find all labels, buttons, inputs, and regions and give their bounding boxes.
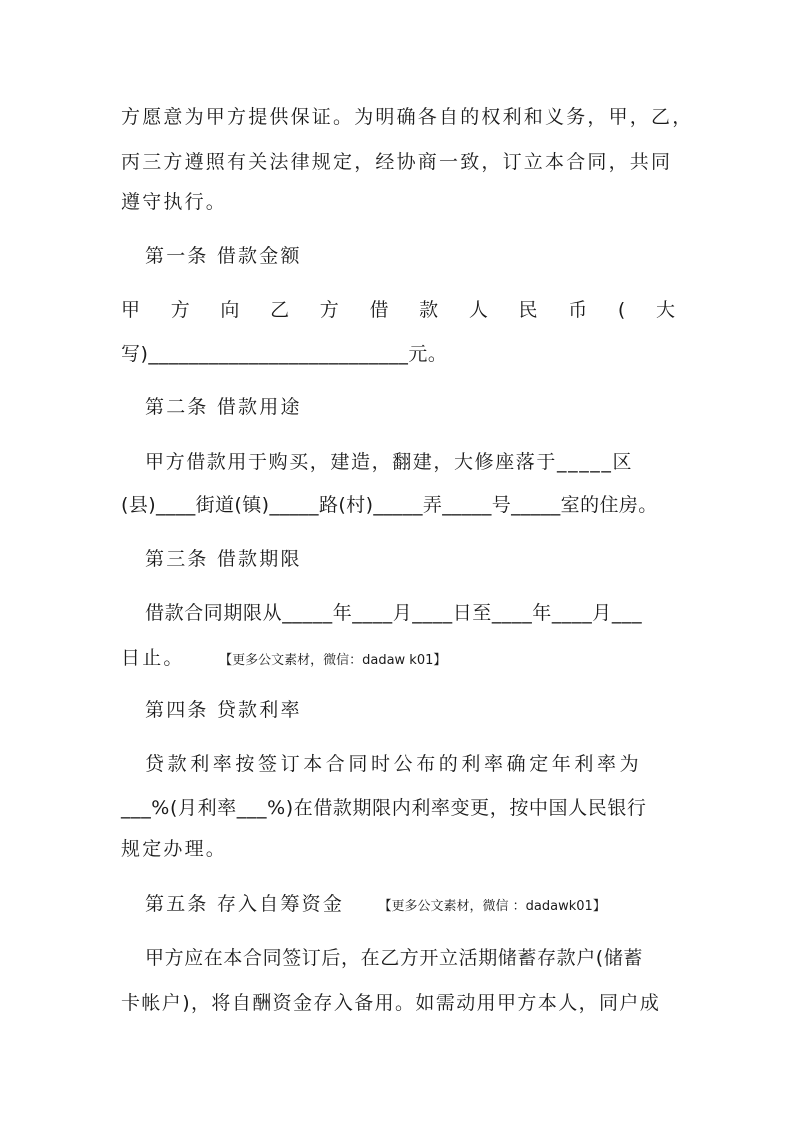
article-3-line-2-text: 日止。 — [121, 647, 185, 669]
article-2-heading: 第二条 借款用途 — [145, 396, 302, 418]
article-4-line-3: 规定办理。 — [121, 838, 228, 860]
article-1-char: 款 — [419, 299, 439, 321]
intro-line-1: 方愿意为甲方提供保证。为明确各自的权利和义务，甲，乙， — [121, 106, 694, 128]
article-3-line-2 — [121, 645, 675, 674]
intro-line-3: 遵守执行。 — [121, 191, 228, 213]
article-1-char: 币 — [568, 299, 588, 321]
article-2-line-1: 甲方借款用于购买，建造，翻建，大修座落于_____区 — [145, 451, 634, 473]
article-1-char: 甲 — [121, 299, 141, 321]
article-1-char: 人 — [468, 299, 488, 321]
article-1-char: 乙 — [270, 299, 290, 321]
article-1-char: 向 — [220, 299, 240, 321]
article-4-heading: 第四条 贷款利率 — [145, 699, 302, 721]
article-5-line-2: 卡帐户)，将自酬资金存入备用。如需动用甲方本人，同户成 — [121, 992, 661, 1014]
article-3-line-1: 借款合同期限从_____年____月____日至____年____月___ — [145, 602, 643, 624]
article-1-char: 方 — [319, 299, 339, 321]
article-4-line-1: 贷款利率按签订本合同时公布的利率确定年利率为 — [145, 753, 643, 775]
promo-note-1: 【更多公文素材，微信：dadaw k01】 — [219, 653, 447, 668]
article-1-line-1 — [121, 297, 675, 323]
article-3-heading: 第三条 借款期限 — [145, 548, 302, 570]
article-1-char: 借 — [369, 299, 389, 321]
article-5-heading-row — [145, 891, 675, 920]
article-1-line-2: 写)__________________________元。 — [121, 343, 448, 365]
article-1-char: 大 — [655, 299, 675, 321]
promo-note-2: 【更多公文素材，微信 ：dadawk01】 — [378, 899, 606, 914]
article-4-line-2: ___%(月利率___%)在借款期限内利率变更，按中国人民银行 — [121, 797, 647, 819]
article-5-line-1: 甲方应在本合同签订后，在乙方开立活期储蓄存款户(储蓄 — [145, 947, 644, 969]
intro-line-2: 丙三方遵照有关法律规定，经协商一致，订立本合同，共同 — [121, 151, 673, 173]
article-1-char: 方 — [170, 299, 190, 321]
article-5-heading: 第五条 存入自筹资金 — [145, 893, 345, 915]
article-1-char: 民 — [518, 299, 538, 321]
article-2-line-2: (县)____街道(镇)_____路(村)_____弄_____号_____室的住房。 — [121, 494, 658, 516]
article-1-char: ( — [617, 299, 626, 321]
article-1-heading: 第一条 借款金额 — [145, 245, 302, 267]
